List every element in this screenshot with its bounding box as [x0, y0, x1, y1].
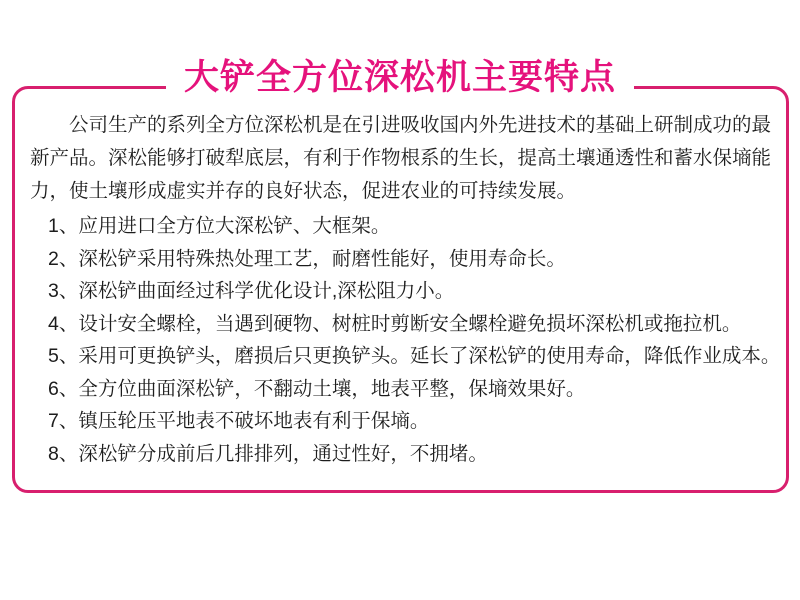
feature-card	[12, 86, 789, 493]
intro-paragraph: 公司生产的系列全方位深松机是在引进吸收国内外先进技术的基础上研制成功的最新产品。深松能够打破犁底层，有利于作物根系的生长，提高土壤通透性和蓄水保墒能力，使土壤形成虚实并存的良好状态，促进农业的可持续发展。	[30, 114, 772, 202]
feature-item-6: 6、全方位曲面深松铲，不翻动土壤，地表平整，保墒效果好。	[48, 377, 586, 400]
feature-item-3: 3、深松铲曲面经过科学优化设计,深松阻力小。	[48, 280, 455, 302]
feature-item-8: 8、深松铲分成前后几排排列，通过性好，不拥堵。	[48, 442, 488, 465]
feature-item-5: 5、采用可更换铲头，磨损后只更换铲头。延长了深松铲的使用寿命，降低作业成本。	[48, 345, 781, 367]
feature-item-4: 4、设计安全螺栓，当遇到硬物、树桩时剪断安全螺栓避免损坏深松机或拖拉机。	[48, 312, 742, 335]
feature-item-1: 1、应用进口全方位大深松铲、大框架。	[48, 215, 391, 237]
feature-list	[30, 210, 781, 470]
feature-item-2: 2、深松铲采用特殊热处理工艺，耐磨性能好，使用寿命长。	[48, 247, 566, 270]
page-title: 大铲全方位深松机主要特点	[166, 57, 634, 99]
feature-item-7: 7、镇压轮压平地表不破坏地表有利于保墒。	[48, 410, 430, 432]
